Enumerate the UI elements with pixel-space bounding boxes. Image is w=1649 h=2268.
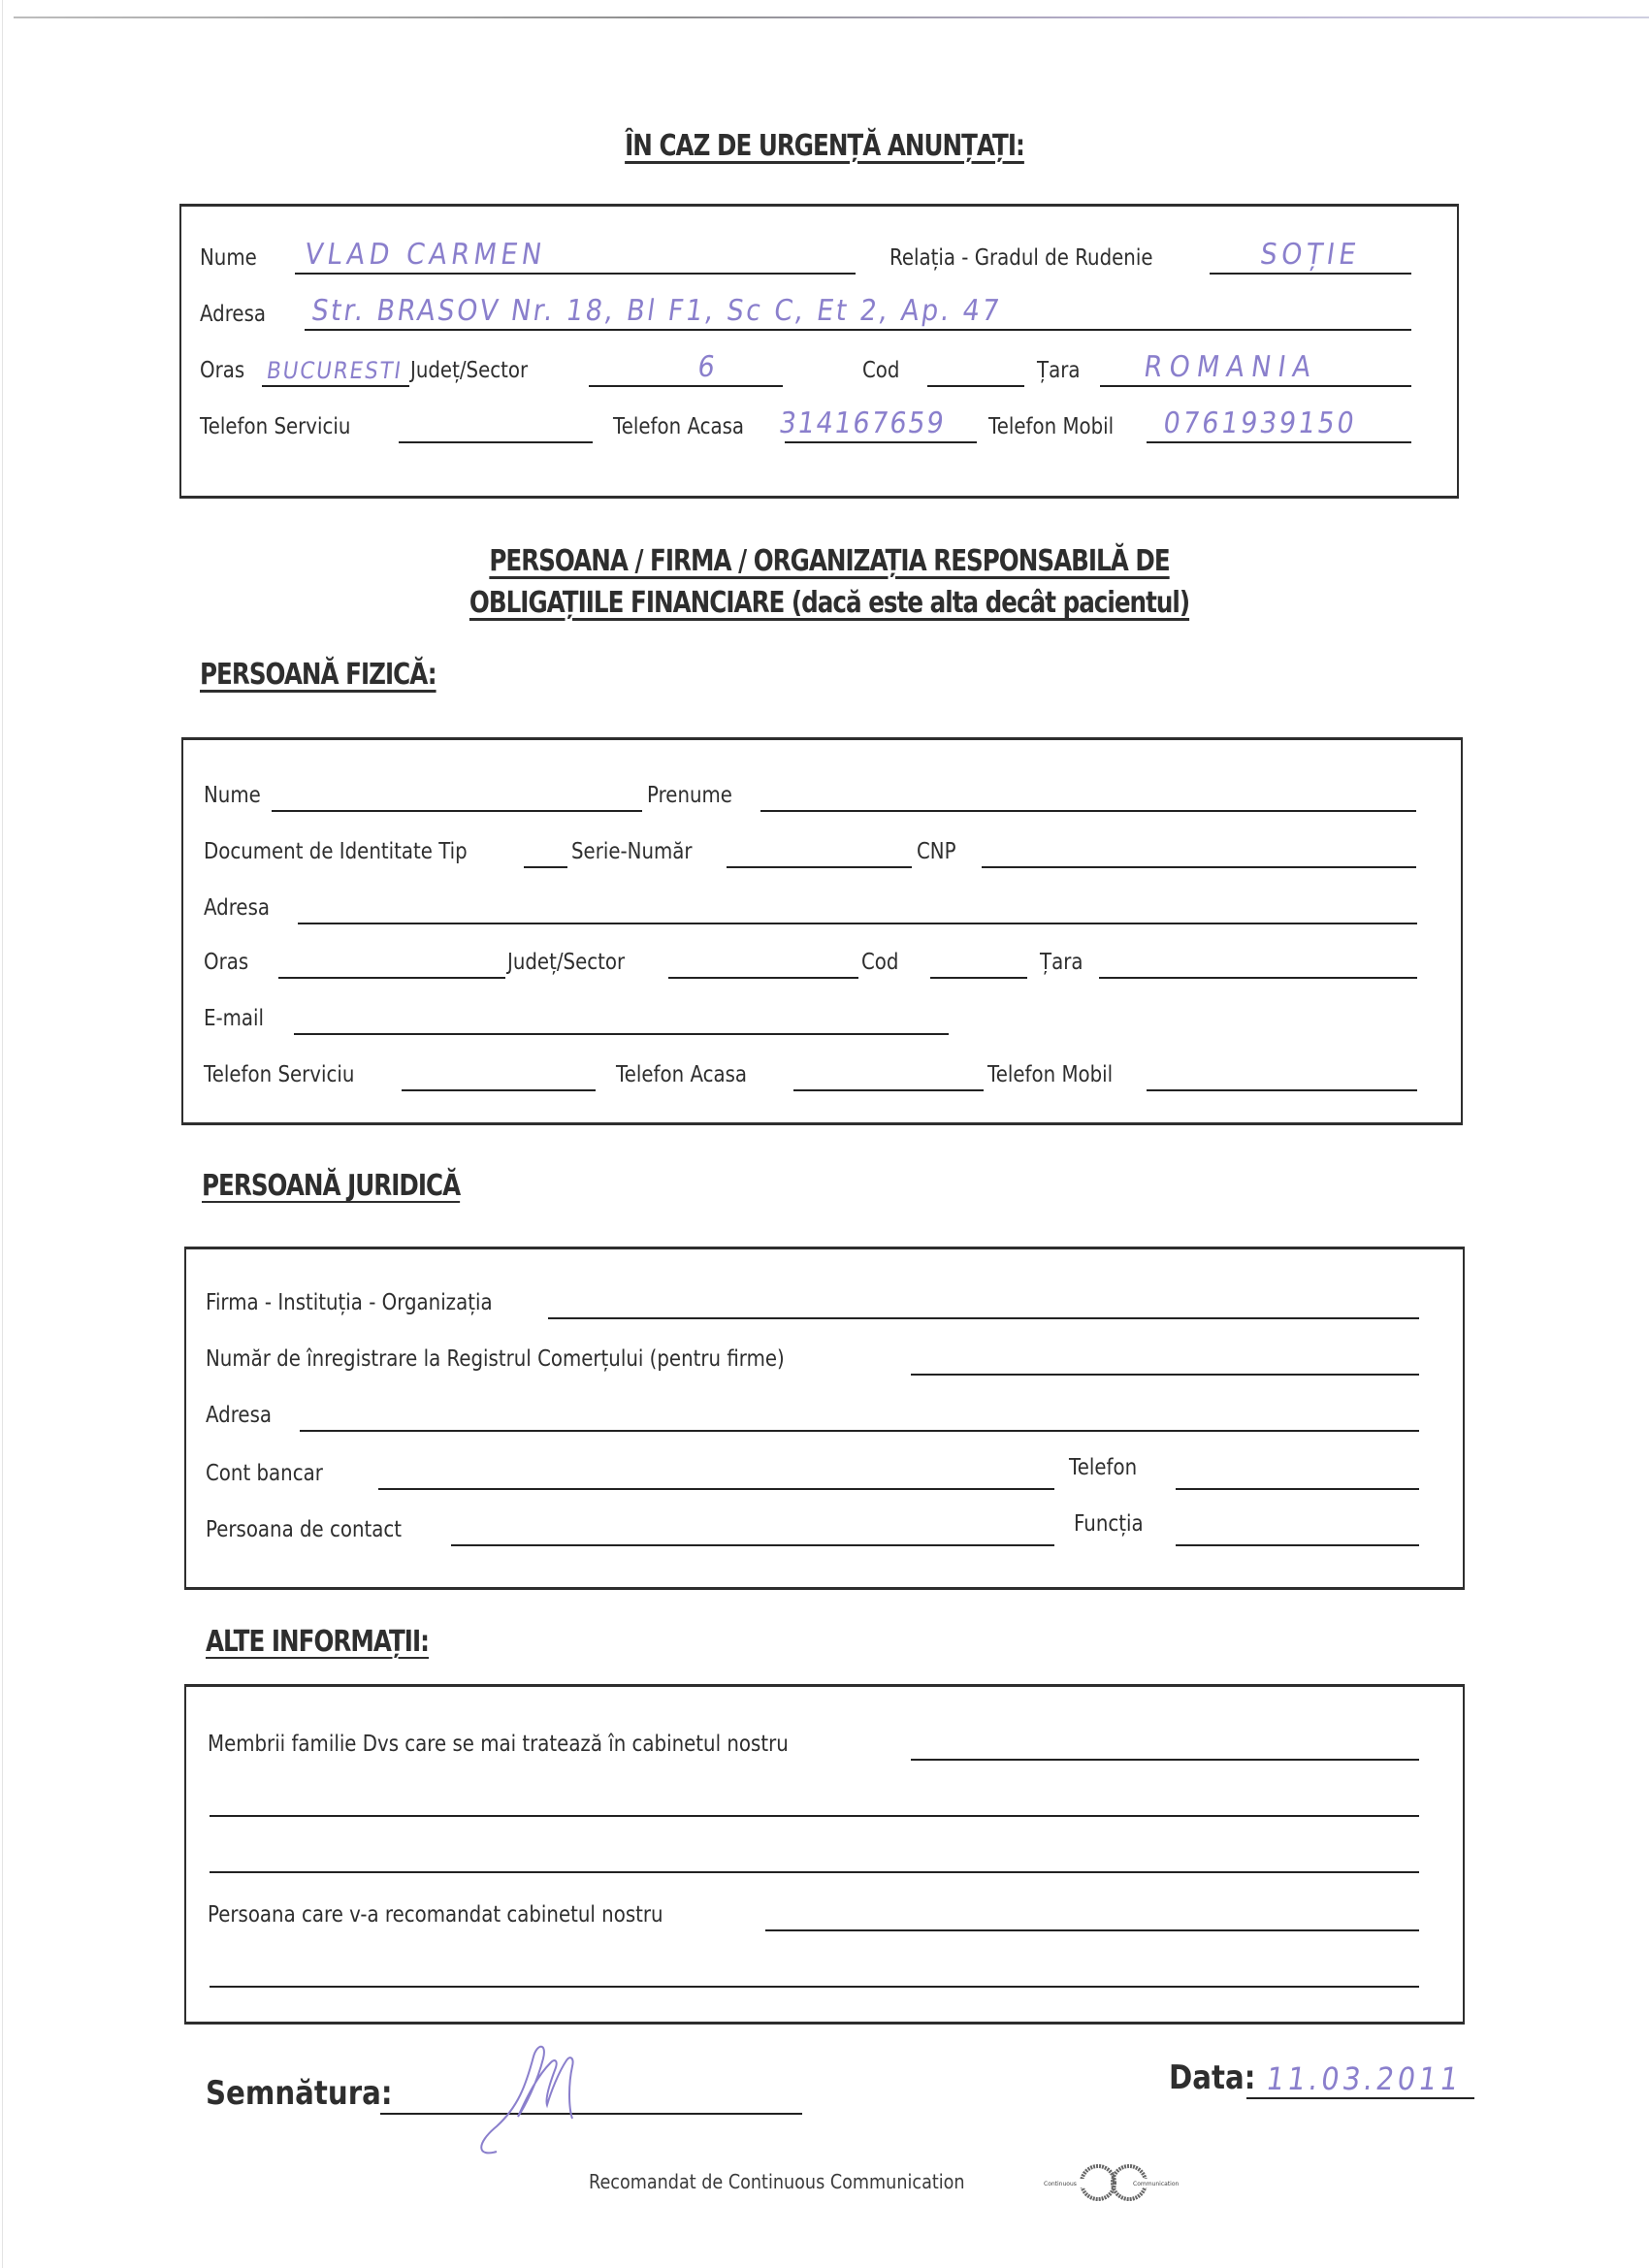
emergency-code-label: Cod [862, 358, 900, 383]
logo-right-text: Communication [1133, 2181, 1180, 2187]
emergency-city-field[interactable]: BUCURESTI [265, 357, 404, 384]
individual-country-line [1099, 977, 1417, 979]
individual-mobile-phone-label: Telefon Mobil [987, 1062, 1114, 1087]
emergency-home-phone-field[interactable]: 314167659 [777, 406, 948, 440]
individual-id-series-label: Serie-Număr [571, 839, 693, 864]
individual-row-city [183, 946, 1461, 985]
emergency-county-field[interactable]: 6 [695, 350, 722, 384]
emergency-county-label: Județ/Sector [410, 358, 529, 383]
individual-code-label: Cod [861, 950, 899, 975]
other-family-extra1-line [210, 1815, 1419, 1817]
legal-entity-heading: PERSOANĂ JURIDICĂ [202, 1169, 461, 1203]
individual-heading: PERSOANĂ FIZICĂ: [200, 658, 436, 692]
other-referrer-label: Persoana care v-a recomandat cabinetul nostru [208, 1902, 663, 1928]
individual-city-label: Oras [204, 950, 249, 975]
individual-row-address [183, 891, 1461, 930]
emergency-row-phones [181, 406, 1457, 449]
emergency-work-phone-line [399, 441, 593, 443]
individual-email-label: E-mail [204, 1006, 265, 1031]
emergency-row-city [181, 350, 1457, 393]
individual-address-line [298, 923, 1417, 924]
legal-phone-label: Telefon [1069, 1455, 1138, 1480]
emergency-country-field[interactable]: ROMANIA [1142, 350, 1320, 384]
continuous-communication-logo-icon [1038, 2161, 1193, 2204]
signature-block [206, 2047, 807, 2154]
individual-work-phone-line [402, 1089, 596, 1091]
individual-last-name-label: Nume [204, 783, 261, 808]
emergency-home-phone-line [785, 441, 977, 443]
emergency-mobile-phone-field[interactable]: 0761939150 [1161, 406, 1359, 440]
individual-id-type-label: Document de Identitate Tip [204, 839, 468, 864]
legal-bank-label: Cont bancar [206, 1461, 323, 1486]
logo-left-text: Continuous [1044, 2181, 1077, 2187]
emergency-relation-label: Relația - Gradul de Rudenie [889, 245, 1153, 271]
legal-row-contact [186, 1513, 1463, 1552]
other-row-family-extra2 [186, 1840, 1463, 1879]
emergency-code-line [927, 385, 1024, 387]
emergency-relation-field[interactable]: SOȚIE [1258, 238, 1363, 272]
legal-function-label: Funcția [1074, 1511, 1144, 1537]
individual-home-phone-label: Telefon Acasa [616, 1062, 748, 1087]
individual-mobile-phone-line [1147, 1089, 1417, 1091]
emergency-row-address [181, 294, 1457, 337]
emergency-mobile-phone-line [1147, 441, 1411, 443]
individual-email-line [294, 1033, 949, 1035]
signature-scribble-icon[interactable] [458, 2037, 652, 2163]
individual-work-phone-label: Telefon Serviciu [204, 1062, 355, 1087]
legal-address-line [300, 1430, 1419, 1432]
individual-cnp-line [982, 866, 1416, 868]
individual-row-email [183, 1002, 1461, 1041]
date-block [1169, 2047, 1479, 2124]
individual-county-label: Județ/Sector [507, 950, 626, 975]
other-family-line [911, 1759, 1419, 1761]
individual-cnp-label: CNP [917, 839, 956, 864]
other-family-extra2-line [210, 1871, 1419, 1873]
legal-row-registry [186, 1343, 1463, 1381]
legal-registry-label: Număr de înregistrare la Registrul Comerțului (pentru firme) [206, 1346, 785, 1372]
other-row-family [186, 1728, 1463, 1766]
legal-contact-line [451, 1544, 1054, 1546]
legal-entity-box [184, 1247, 1465, 1590]
legal-company-label: Firma - Instituția - Organizația [206, 1290, 493, 1315]
legal-contact-label: Persoana de contact [206, 1517, 403, 1542]
legal-bank-line [378, 1488, 1054, 1490]
emergency-country-line [1100, 385, 1411, 387]
emergency-city-line [262, 385, 409, 387]
individual-row-id [183, 835, 1461, 874]
emergency-mobile-phone-label: Telefon Mobil [988, 414, 1115, 439]
other-referrer-extra-line [210, 1986, 1419, 1988]
individual-home-phone-line [793, 1089, 984, 1091]
emergency-contact-box [179, 204, 1459, 499]
legal-function-line [1176, 1544, 1419, 1546]
other-referrer-line [765, 1929, 1419, 1931]
legal-registry-line [911, 1374, 1419, 1376]
emergency-city-label: Oras [200, 358, 245, 383]
responsible-heading-line2: OBLIGAȚIILE FINANCIARE (dacă este alta decât pacientul) [469, 586, 1190, 620]
individual-country-label: Țara [1040, 950, 1083, 975]
other-family-label: Membrii familie Dvs care se mai tratează în cabinetul nostru [208, 1732, 789, 1757]
individual-box [181, 737, 1463, 1125]
legal-row-company [186, 1286, 1463, 1325]
legal-company-line [548, 1317, 1419, 1319]
emergency-name-field[interactable]: VLAD CARMEN [303, 238, 549, 272]
individual-city-line [278, 977, 505, 979]
legal-address-label: Adresa [206, 1403, 273, 1428]
individual-address-label: Adresa [204, 895, 271, 921]
emergency-relation-line [1210, 273, 1411, 275]
footer-recommendation: Recomandat de Continuous Communication [589, 2170, 965, 2193]
individual-county-line [668, 977, 858, 979]
individual-row-name [183, 779, 1461, 818]
emergency-address-field[interactable]: Str. BRASOV Nr. 18, Bl F1, Sc C, Et 2, Ap. 47 [309, 294, 1004, 328]
scan-edge [2, 0, 3, 2268]
other-row-family-extra1 [186, 1784, 1463, 1823]
legal-row-bank [186, 1457, 1463, 1496]
individual-first-name-label: Prenume [647, 783, 732, 808]
individual-last-name-line [272, 810, 642, 812]
individual-row-phones [183, 1058, 1461, 1097]
emergency-country-label: Țara [1037, 358, 1081, 383]
page-top-rule [14, 16, 1649, 18]
emergency-work-phone-label: Telefon Serviciu [200, 414, 351, 439]
emergency-county-line [589, 385, 783, 387]
other-info-box [184, 1684, 1465, 2025]
emergency-address-label: Adresa [200, 302, 267, 327]
other-row-referrer-extra [186, 1955, 1463, 1993]
emergency-name-label: Nume [200, 245, 257, 271]
individual-id-type-line [524, 866, 567, 868]
emergency-name-line [295, 273, 856, 275]
legal-phone-line [1176, 1488, 1419, 1490]
individual-id-series-line [727, 866, 912, 868]
date-label: Data: [1169, 2058, 1256, 2097]
other-info-heading: ALTE INFORMAȚII: [206, 1625, 429, 1659]
emergency-heading: ÎN CAZ DE URGENȚĂ ANUNȚAȚI: [625, 129, 1024, 163]
date-line [1246, 2097, 1474, 2099]
signature-label: Semnătura: [206, 2074, 393, 2113]
other-row-referrer [186, 1898, 1463, 1937]
responsible-heading-line1: PERSOANA / FIRMA / ORGANIZAȚIA RESPONSABILĂ DE [489, 544, 1170, 578]
individual-first-name-line [760, 810, 1416, 812]
individual-code-line [930, 977, 1027, 979]
legal-row-address [186, 1399, 1463, 1438]
emergency-row-name [181, 238, 1457, 280]
emergency-address-line [305, 329, 1411, 331]
date-field[interactable]: 11.03.2011 [1264, 2060, 1465, 2097]
emergency-home-phone-label: Telefon Acasa [613, 414, 745, 439]
